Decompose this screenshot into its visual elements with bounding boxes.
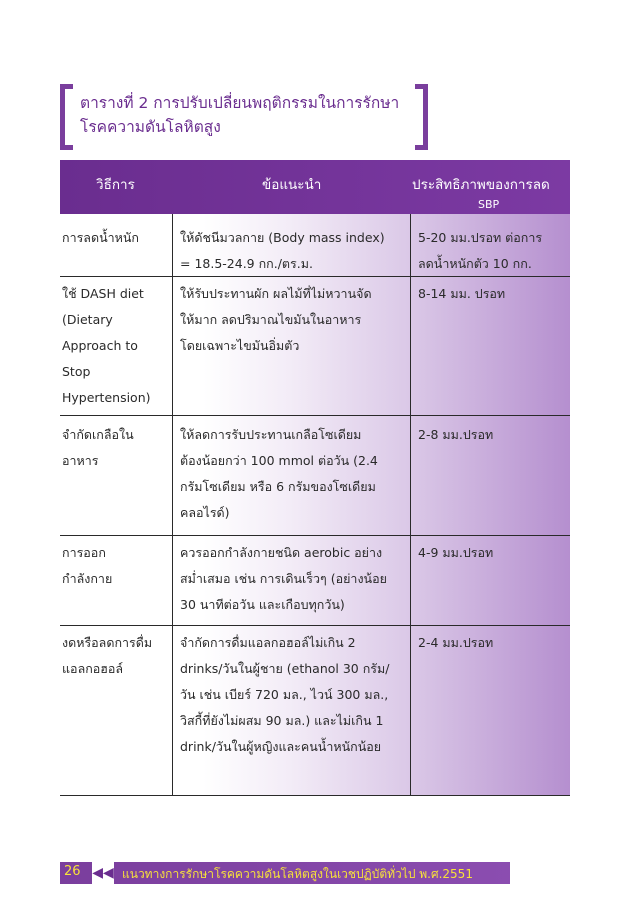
table-row-1-advice [180, 225, 408, 277]
text-line: งดหรือลดการดื่ม [62, 635, 153, 650]
page-footer [60, 862, 510, 884]
page-number: 26 [64, 864, 81, 879]
header-effect: ประสิทธิภาพของการลด [412, 177, 550, 193]
header-method: วิธีการ [96, 177, 135, 193]
text-line: วัน เช่น เบียร์ 720 มล., ไวน์ 300 มล., [180, 687, 389, 702]
text-line: drinks/วันในผู้ชาย (ethanol 30 กรัม/ [180, 661, 390, 676]
text-line: = 18.5-24.9 กก./ตร.ม. [180, 256, 313, 271]
table-row-2-method [62, 281, 170, 411]
footer-title: แนวทางการรักษาโรคความดันโลหิตสูงในเวชปฏิบัติทั่วไป พ.ศ.2551 [122, 867, 473, 881]
text-line: 5-20 มม.ปรอท ต่อการ [418, 230, 543, 245]
text-line: Hypertension) [62, 390, 151, 405]
text-line: (Dietary [62, 312, 113, 327]
table-row-4-method [62, 540, 170, 592]
text-line: ควรออกกำลังกายชนิด aerobic อย่าง [180, 545, 383, 560]
header-effect-unit: SBP [478, 198, 500, 211]
text-line: 2-4 มม.ปรอท [418, 635, 494, 650]
table-row-5-method [62, 630, 170, 682]
table-row-3-advice [180, 422, 408, 526]
text-line: กรัมโซเดียม หรือ 6 กรัมของโซเดียม [180, 479, 376, 494]
row-divider [60, 276, 570, 277]
text-line: โดยเฉพาะไขมันอิ่มตัว [180, 338, 300, 353]
text-line: การออก [62, 545, 106, 560]
text-line: ต้องน้อยกว่า 100 mmol ต่อวัน (2.4 [180, 453, 378, 468]
title-line-1: ตารางที่ 2 การปรับเปลี่ยนพฤติกรรมในการรักษา [80, 94, 400, 112]
text-line: ลดน้ำหนักตัว 10 กก. [418, 256, 532, 271]
rewind-icon[interactable]: ◀◀ [92, 862, 114, 884]
row-divider [60, 625, 570, 626]
row-divider [60, 535, 570, 536]
text-line: กำลังกาย [62, 571, 113, 586]
text-line: การลดน้ำหนัก [62, 230, 139, 245]
text-line: สม่ำเสมอ เช่น การเดินเร็วๆ (อย่างน้อย [180, 571, 387, 586]
text-line: 30 นาทีต่อวัน และเกือบทุกวัน) [180, 597, 345, 612]
table-bottom-border [60, 795, 570, 796]
table-row-4-advice [180, 540, 408, 618]
text-line: จำกัดเกลือใน [62, 427, 134, 442]
text-line: 8-14 มม. ปรอท [418, 286, 506, 301]
table-row-3-effect [418, 422, 568, 448]
table-row-2-advice [180, 281, 408, 359]
text-line: ให้มาก ลดปริมาณไขมันในอาหาร [180, 312, 362, 327]
text-line: วิสกี้ที่ยังไม่ผสม 90 มล.) และไม่เกิน 1 [180, 713, 384, 728]
table-row-5-advice [180, 630, 408, 760]
text-line: ให้ดัชนีมวลกาย (Body mass index) [180, 230, 385, 245]
table-row-3-method [62, 422, 170, 474]
table-row-1-method [62, 225, 170, 251]
header-advice: ข้อแนะนำ [262, 177, 322, 193]
text-line: คลอไรด์) [180, 505, 230, 520]
column-divider [172, 214, 173, 796]
table-row-4-effect [418, 540, 568, 566]
recommendation-table [60, 160, 570, 796]
text-line: จำกัดการดื่มแอลกอฮอล์ไม่เกิน 2 [180, 635, 356, 650]
text-line: ให้ลดการรับประทานเกลือโซเดียม [180, 427, 362, 442]
table-row-2-effect [418, 281, 568, 307]
title-line-2: โรคความดันโลหิตสูง [80, 118, 221, 136]
table-header [60, 160, 570, 214]
text-line: drink/วันในผู้หญิงและคนน้ำหนักน้อย [180, 739, 382, 754]
text-line: แอลกอฮอล์ [62, 661, 124, 676]
text-line: ให้รับประทานผัก ผลไม้ที่ไม่หวานจัด [180, 286, 372, 301]
table-title [60, 84, 428, 142]
row-divider [60, 415, 570, 416]
text-line: Stop [62, 364, 91, 379]
text-line: 4-9 มม.ปรอท [418, 545, 494, 560]
title-bracket-right [415, 84, 428, 150]
text-line: อาหาร [62, 453, 99, 468]
table-row-1-effect [418, 225, 568, 277]
text-line: Approach to [62, 338, 138, 353]
title-bracket-left [60, 84, 73, 150]
table-row-5-effect [418, 630, 568, 656]
text-line: ใช้ DASH diet [62, 286, 144, 301]
text-line: 2-8 มม.ปรอท [418, 427, 494, 442]
column-divider [410, 214, 411, 796]
